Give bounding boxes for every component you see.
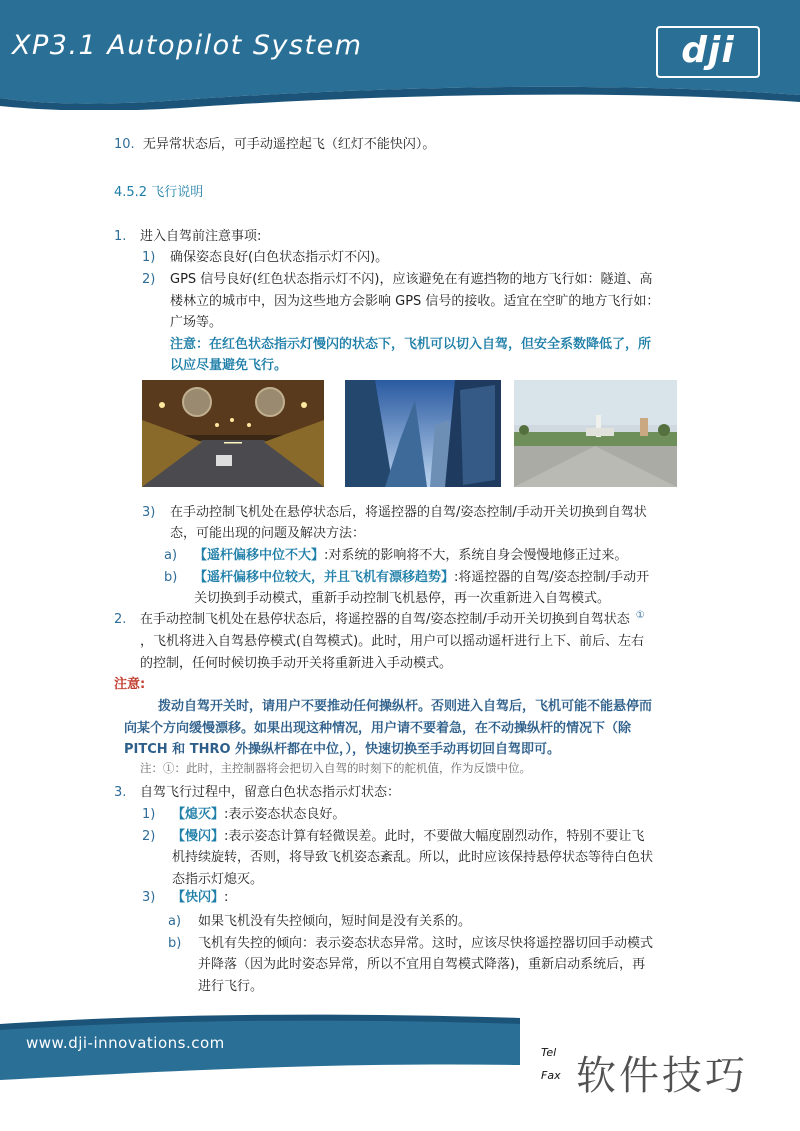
status-slow-blink-line-3: 态指示灯熄灭。 <box>172 872 264 887</box>
warning-line-1: 拨动自驾开关时，请用户不要推动任何操纵杆。否则进入自驾后，飞机可能不能悬停而 <box>158 699 653 714</box>
fast-blink-case-b: b) 飞机有失控的倾向：表示姿态状态异常。这时，应该尽快将遥控器切回手动模式 <box>168 936 654 951</box>
watermark: 软件技巧 <box>570 1044 754 1101</box>
case-b: b) 【遥杆偏移中位较大，并且飞机有漂移趋势】:将遥控器的自驾/姿态控制/手动开 <box>164 570 650 585</box>
fast-blink-case-b-line-2: 并降落（因为此时姿态异常，所以不宜用自驾模式降落)，重新启动系统后，再 <box>198 957 646 972</box>
fast-blink-case-b-line-3: 进行飞行。 <box>198 979 264 994</box>
case-b-line-2: 关切换到手动模式，重新手动控制飞机悬停，再一次重新进入自驾模式。 <box>194 591 611 606</box>
status-slow-blink-line-2: 机持续旋转，否则，将导致飞机姿态紊乱。所以，此时应该保持悬停状态等待白色状 <box>172 850 654 865</box>
tunnel-photo <box>142 380 324 487</box>
footnote: 注：①：此时，主控制器将会把切入自驾的时刻下的舵机值，作为反馈中位。 <box>140 761 531 775</box>
item-10: 10. 无异常状态后，可手动遥控起飞（红灯不能快闪）。 <box>114 137 436 152</box>
step-1-item-2-line-3: 广场等。 <box>170 315 223 330</box>
step-2-line-2: ，飞机将进入自驾悬停模式(自驾模式)。此时，用户可以摇动遥杆进行上下、前后、左右 <box>140 634 645 649</box>
square-photo <box>514 380 677 487</box>
step-1-item-3-line-2: 态，可能出现的问题及解决方法： <box>170 526 366 541</box>
step-2: 2. 在手动控制飞机处在悬停状态后，将遥控器的自驾/姿态控制/手动开关切换到自驾状态 ① <box>114 610 645 627</box>
website-link[interactable]: www.dji-innovations.com <box>26 1034 225 1052</box>
warning-line-3: PITCH 和 THRO 外操纵杆都在中位，），快速切换至手动再切回自驾即可。 <box>124 742 561 757</box>
skyscraper-photo <box>345 380 501 487</box>
step-1-item-2: 2) GPS 信号良好(红色状态指示灯不闪)，应该避免在有遮挡物的地方飞行如：隧道、高 <box>142 272 653 287</box>
dji-logo: dji <box>656 26 760 78</box>
page-header <box>0 0 800 110</box>
step-1-item-2-line-2: 楼林立的城市中，因为这些地方会影响 GPS 信号的接收。适宜在空旷的地方飞行如： <box>170 294 660 309</box>
step-2-line-3: 的控制，任何时候切换手动开关将重新进入手动模式。 <box>140 656 453 671</box>
warning-line-2: 向某个方向缓慢漂移。如果出现这种情况，用户请不要着急，在不动操纵杆的情况下（除 <box>124 721 632 736</box>
fast-blink-case-a: a) 如果飞机没有失控倾向，短时间是没有关系的。 <box>168 914 472 929</box>
step-1-title: 1. 进入自驾前注意事项: <box>114 229 262 244</box>
status-fast-blink: 3) 【快闪】: <box>142 890 229 905</box>
gps-note-line-1: 注意：在红色状态指示灯慢闪的状态下，飞机可以切入自驾，但安全系数降低了，所 <box>170 337 652 352</box>
step-3-title: 3. 自驾飞行过程中，留意白色状态指示灯状态： <box>114 785 401 800</box>
tel-label: Tel <box>541 1046 557 1059</box>
warning-label: 注意: <box>114 677 146 692</box>
section-heading: 4.5.2 飞行说明 <box>114 185 204 200</box>
status-slow-blink: 2) 【慢闪】:表示姿态计算有轻微误差。此时，不要做大幅度剧烈动作，特别不要让飞 <box>142 829 645 844</box>
gps-note-line-2: 以应尽量避免飞行。 <box>170 358 288 373</box>
step-1-item-3: 3) 在手动控制飞机处在悬停状态后，将遥控器的自驾/姿态控制/手动开关切换到自驾状 <box>142 505 647 520</box>
step-1-item-1: 1) 确保姿态良好(白色状态指示灯不闪)。 <box>142 250 389 265</box>
fax-label: Fax <box>541 1069 561 1082</box>
status-off: 1) 【熄灭】:表示姿态状态良好。 <box>142 807 346 822</box>
document-title: XP3.1 Autopilot System <box>12 30 363 61</box>
case-a: a) 【遥杆偏移中位不大】:对系统的影响将不大，系统自身会慢慢地修正过来。 <box>164 548 628 563</box>
